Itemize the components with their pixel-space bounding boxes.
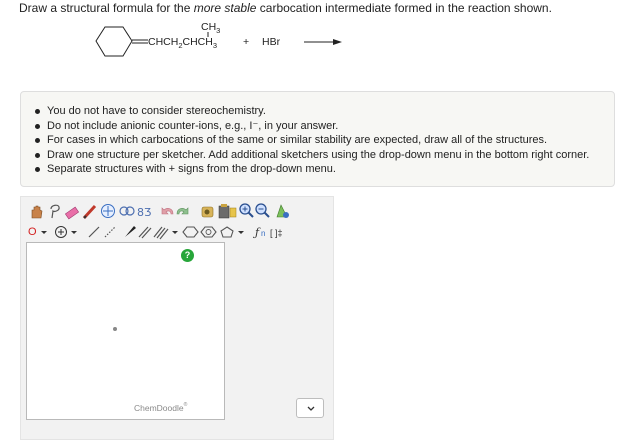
template-icon[interactable] <box>202 207 213 217</box>
clipboard-icon[interactable] <box>219 204 229 218</box>
function-icon[interactable]: ƒ <box>255 226 260 239</box>
question-prefix: Draw a structural formula for the <box>19 1 194 15</box>
zoom-in-icon[interactable] <box>240 204 253 217</box>
question-suffix: carbocation intermediate formed in the reaction shown. <box>256 1 552 15</box>
sketch-canvas[interactable] <box>26 242 225 420</box>
toolbar-row-1 <box>21 202 335 220</box>
instruction-item: For cases in which carbocations of the same or similar stability are expected, draw all of the structures. <box>35 133 589 148</box>
triple-bond-icon[interactable] <box>154 227 168 239</box>
rotate-icon[interactable] <box>120 207 134 215</box>
sketcher-dropdown[interactable] <box>296 398 324 418</box>
undo-icon[interactable] <box>162 208 173 214</box>
bond-dropdown-arrow-icon[interactable] <box>172 231 178 234</box>
cyclohexane-ring-icon[interactable] <box>183 227 198 237</box>
eraser-icon[interactable] <box>65 207 78 219</box>
double-bond-icon[interactable] <box>139 227 151 238</box>
reaction-diagram <box>86 21 366 84</box>
pencil-icon[interactable] <box>84 206 95 218</box>
instructions-list <box>35 104 589 177</box>
help-button[interactable]: ? <box>181 249 194 262</box>
instruction-item: Separate structures with + signs from the drop-down menu. <box>35 162 589 177</box>
reaction-scheme <box>86 21 366 84</box>
cyclohexane-ring <box>96 27 132 56</box>
instruction-item: Draw one structure per sketcher. Add additional sketchers using the drop-down menu in the bottom right corner. <box>35 148 589 163</box>
redo-icon[interactable] <box>177 208 188 214</box>
toolbar-row-2 <box>21 223 335 241</box>
reagent-label: HBr <box>262 36 281 48</box>
benzene-ring-icon[interactable] <box>201 227 216 237</box>
zoom-out-icon[interactable] <box>256 204 269 217</box>
reaction-arrow-head <box>333 39 342 45</box>
lasso-icon[interactable] <box>51 205 59 218</box>
save-icon[interactable] <box>230 208 236 217</box>
charge-dropdown-arrow-icon[interactable] <box>71 231 77 234</box>
dashed-bond-icon[interactable] <box>105 227 115 237</box>
bracket-tool-label[interactable]: [ ]‡ <box>270 228 283 238</box>
canvas-point <box>113 327 117 331</box>
ring-dropdown-arrow-icon[interactable] <box>238 231 244 234</box>
question-text <box>19 1 552 15</box>
wedge-bond-icon[interactable] <box>125 226 136 237</box>
cyclopentane-ring-icon[interactable] <box>221 227 233 237</box>
atom-label-button[interactable]: O <box>28 226 37 238</box>
flip-icon[interactable] <box>137 206 151 219</box>
chain-text: $CHCH_2CHCH_3$ <box>148 36 218 50</box>
methyl-label: $CH_3$ <box>201 21 221 35</box>
plus-sign: + <box>243 36 250 48</box>
instruction-item: You do not have to consider stereochemistry. <box>35 104 589 119</box>
atom-dropdown-arrow-icon[interactable] <box>41 231 47 234</box>
charge-plus-icon[interactable] <box>56 227 67 238</box>
hand-tool-icon[interactable] <box>32 206 42 218</box>
formula-label[interactable]: n <box>261 229 266 238</box>
question-emphasis: more stable <box>193 1 257 15</box>
center-molecule-icon[interactable] <box>102 205 115 218</box>
instructions-panel <box>20 91 615 187</box>
clean-icon[interactable] <box>277 205 289 218</box>
chevron-down-icon <box>306 404 316 414</box>
svg-text:8: 8 <box>137 206 144 219</box>
instruction-item: Do not include anionic counter-ions, e.g., I⁻, in your answer. <box>35 119 589 134</box>
chemdoodle-watermark: ChemDoodle® <box>134 402 188 413</box>
chemdoodle-sketcher <box>20 196 334 440</box>
svg-text:Ʒ: Ʒ <box>144 206 152 219</box>
single-bond-icon[interactable] <box>89 227 99 237</box>
